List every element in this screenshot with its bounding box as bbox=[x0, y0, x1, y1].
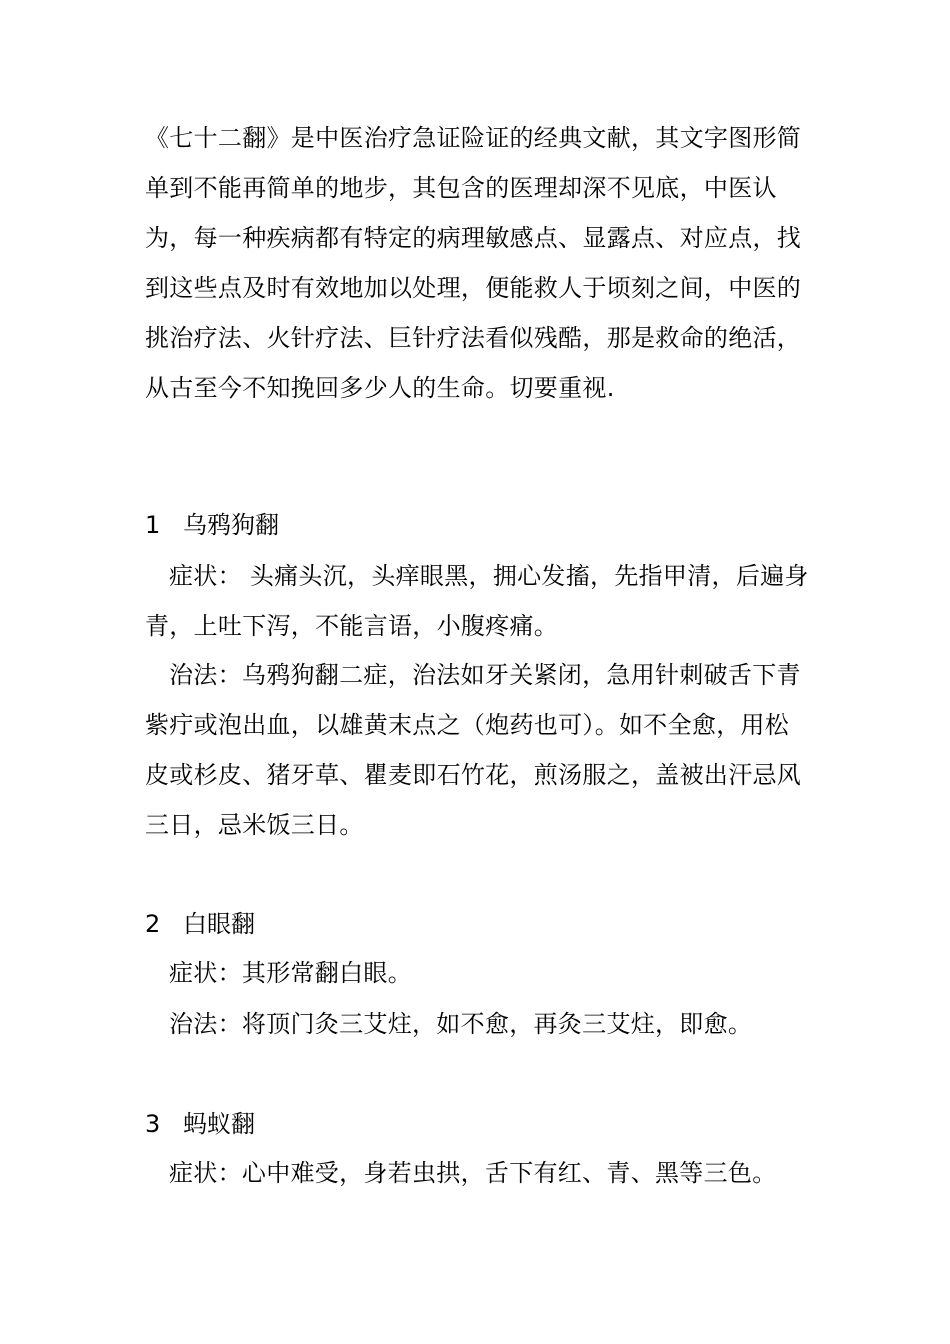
treatment-paragraph-2: 治法：将顶门灸三艾炷，如不愈，再灸三艾炷，即愈。 bbox=[169, 1010, 753, 1038]
symptom-paragraph-3: 症状：心中难受，身若虫拱，舌下有红、青、黑等三色。 bbox=[169, 1159, 777, 1187]
symptom-paragraph-1: 症状： 头痛头沉，头痒眼黑，拥心发搐，先指甲清，后遍身青，上吐下泻，不能言语，小腹疼痛。 bbox=[145, 562, 809, 640]
section-heading-1 bbox=[145, 500, 279, 550]
section-number: 1 bbox=[145, 511, 161, 539]
section-title: 白眼翻 bbox=[183, 910, 255, 938]
treatment-paragraph-1: 治法：乌鸦狗翻二症，治法如牙关紧闭，急用针刺破舌下青紫疔或泡出血，以雄黄末点之（炮药也可）。如不全愈，用松皮或杉皮、猪牙草、瞿麦即石竹花，煎汤服之，盖被出汗忌风三日，忌米饭三日。 bbox=[145, 661, 802, 839]
intro-paragraph: 《七十二翻》是中医治疗急证险证的经典文献，其文字图形简单到不能再简单的地步，其包含的医理却深不见底，中医认为，每一种疾病都有特定的病理敏感点、显露点、对应点，找到这些点及时有效地加以处理，便能救人于顷刻之间，中医的挑治疗法、火针疗法、巨针疗法看似残酷，那是救命的绝活，从古至今不知挽回多少人的生命。切要重视. bbox=[145, 124, 802, 402]
section-title: 蚂蚁翻 bbox=[183, 1110, 255, 1138]
section-number: 2 bbox=[145, 910, 161, 938]
section-title: 乌鸦狗翻 bbox=[183, 511, 279, 539]
section-heading-3 bbox=[145, 1099, 255, 1149]
symptom-paragraph-2: 症状：其形常翻白眼。 bbox=[169, 959, 412, 987]
section-number: 3 bbox=[145, 1110, 161, 1138]
section-heading-2 bbox=[145, 899, 255, 949]
